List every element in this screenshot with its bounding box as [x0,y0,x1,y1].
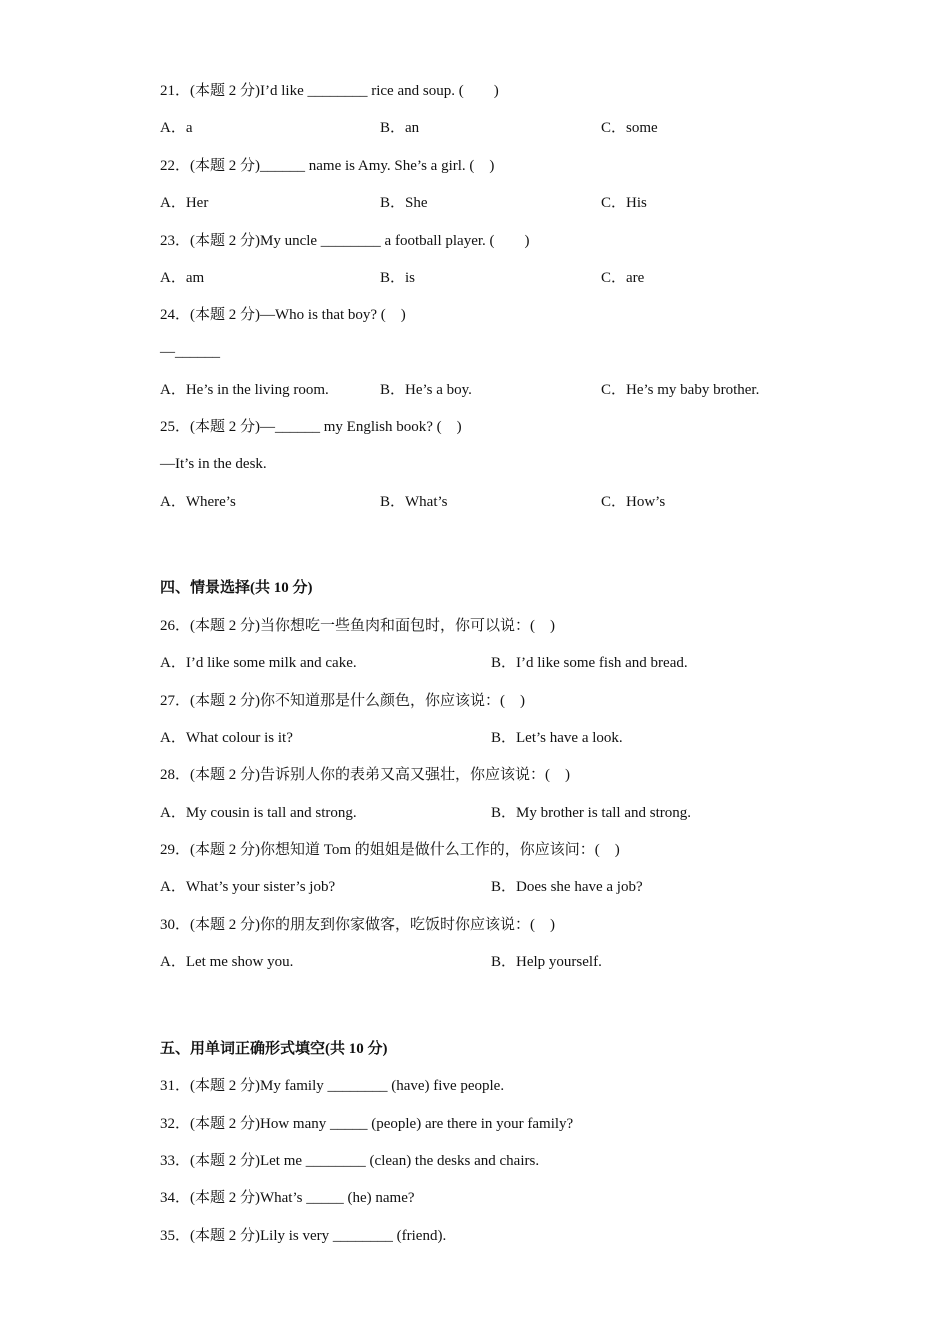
question-22-option-a: A．Her [160,195,209,211]
question-23-option-c: C．are [601,270,645,286]
question-33: 33．(本题 2 分)Let me ________ (clean) the desks and chairs. [160,1153,540,1169]
question-24-option-c: C．He’s my baby brother. [601,382,760,398]
question-24-option-a: A．He’s in the living room. [160,382,329,398]
question-27-stem: 27．(本题 2 分)你不知道那是什么颜色，你应该说：( ) [160,693,525,709]
question-25-answer-line: —It’s in the desk. [160,456,267,472]
question-32: 32．(本题 2 分)How many _____ (people) are there in your family? [160,1116,574,1132]
question-25-option-b: B．What’s [380,494,448,510]
question-29-option-a: A．What’s your sister’s job? [160,879,336,895]
question-24-option-b: B．He’s a boy. [380,382,472,398]
question-21-stem: 21．(本题 2 分)I’d like ________ rice and soup. ( ) [160,83,499,99]
question-23-option-b: B．is [380,270,416,286]
question-28-option-a: A．My cousin is tall and strong. [160,805,357,821]
question-26-option-b: B．I’d like some fish and bread. [491,655,688,671]
question-31: 31．(本题 2 分)My family ________ (have) five people. [160,1078,505,1094]
question-25-option-a: A．Where’s [160,494,236,510]
question-21-option-a: A．a [160,120,193,136]
question-22-stem: 22．(本题 2 分)______ name is Amy. She’s a girl. ( ) [160,158,495,174]
question-22-option-b: B．She [380,195,428,211]
question-26-stem: 26．(本题 2 分)当你想吃一些鱼肉和面包时，你可以说：( ) [160,618,555,634]
question-25-stem: 25．(本题 2 分)—______ my English book? ( ) [160,419,462,435]
question-27-option-b: B．Let’s have a look. [491,730,623,746]
question-25-option-c: C．How’s [601,494,666,510]
question-21-option-b: B．an [380,120,420,136]
question-29-option-b: B．Does she have a job? [491,879,643,895]
question-22-option-c: C．His [601,195,647,211]
question-30-option-a: A．Let me show you. [160,954,294,970]
question-21-option-c: C．some [601,120,658,136]
question-24-answer-line: —______ [160,344,220,360]
question-27-option-a: A．What colour is it? [160,730,293,746]
question-30-stem: 30．(本题 2 分)你的朋友到你家做客，吃饭时你应该说：( ) [160,917,555,933]
question-23-stem: 23．(本题 2 分)My uncle ________ a football player. ( ) [160,233,530,249]
section-4-title: 四、情景选择(共 10 分) [160,580,313,596]
question-34: 34．(本题 2 分)What’s _____ (he) name? [160,1190,415,1206]
question-26-option-a: A．I’d like some milk and cake. [160,655,357,671]
question-28-option-b: B．My brother is tall and strong. [491,805,691,821]
question-24-stem: 24．(本题 2 分)—Who is that boy? ( ) [160,307,406,323]
question-35: 35．(本题 2 分)Lily is very ________ (friend). [160,1228,447,1244]
question-29-stem: 29．(本题 2 分)你想知道 Tom 的姐姐是做什么工作的，你应该问：( ) [160,842,620,858]
question-23-option-a: A．am [160,270,205,286]
question-28-stem: 28．(本题 2 分)告诉别人你的表弟又高又强壮，你应该说：( ) [160,767,570,783]
section-5-title: 五、用单词正确形式填空(共 10 分) [160,1041,388,1057]
question-30-option-b: B．Help yourself. [491,954,602,970]
